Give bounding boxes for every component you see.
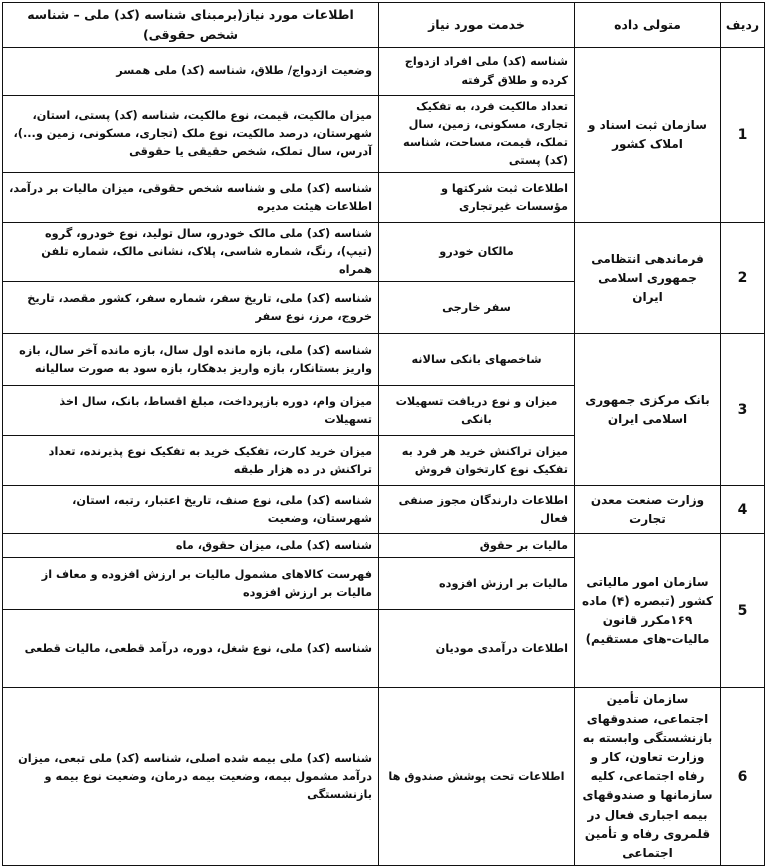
info-cell: میزان خرید کارت، تفکیک خرید به تفکیک نوع پذیرنده، تعداد تراکنش در ده هزار طبقه (3, 436, 379, 486)
service-cell: مالکان خودرو (379, 223, 575, 282)
data-requirements-table (2, 2, 765, 866)
info-cell: شناسه (کد) ملی، تاریخ سفر، شماره سفر، کشور مقصد، تاریخ خروج، مرز، نوع سفر (3, 282, 379, 334)
custodian-cell: سازمان امور مالیاتی کشور (تبصره (۴) ماده ۱۶۹مکرر قانون مالیات-های مستقیم) (575, 534, 721, 688)
service-cell: اطلاعات دارندگان مجوز صنفی فعال (379, 486, 575, 534)
table-row (3, 48, 765, 96)
service-cell: میزان و نوع دریافت تسهیلات بانکی (379, 386, 575, 436)
service-cell: تعداد مالکیت فرد، به تفکیک تجاری، مسکونی، زمین، سال تملک، قیمت، مساحت، شناسه (کد) پستی (379, 96, 575, 173)
service-cell: سفر خارجی (379, 282, 575, 334)
table-row (3, 688, 765, 866)
header-row (3, 3, 765, 48)
custodian-cell: سازمان ثبت اسناد و املاک کشور (575, 48, 721, 223)
row-number: 1 (721, 48, 765, 223)
info-cell: شناسه (کد) ملی، میزان حقوق، ماه (3, 534, 379, 558)
row-number: 5 (721, 534, 765, 688)
custodian-cell: فرماندهی انتظامی جمهوری اسلامی ایران (575, 223, 721, 334)
info-cell: شناسه (کد) ملی، نوع صنف، تاریخ اعتبار، رتبه، استان، شهرستان، وضعیت (3, 486, 379, 534)
info-cell: شناسه (کد) ملی، بازه مانده اول سال، بازه مانده آخر سال، بازه واریز بستانکار، بازه واریز بدهکار، بازه سود به صورت سالیانه (3, 334, 379, 386)
row-number: 2 (721, 223, 765, 334)
custodian-cell: سازمان تأمین اجتماعی، صندوقهای بازنشستگی وابسته به وزارت تعاون، کار و رفاه اجتماعی، کلیه سازمانها و صندوقهای بیمه اجباری فعال در قلمروی رفاه و تأمین اجتماعی (575, 688, 721, 866)
info-cell: فهرست کالاهای مشمول مالیات بر ارزش افزوده و معاف از مالیات بر ارزش افزوده (3, 558, 379, 610)
table-row (3, 223, 765, 282)
service-cell: اطلاعات ثبت شرکتها و مؤسسات غیرتجاری (379, 173, 575, 223)
service-cell: شناسه (کد) ملی افراد ازدواج کرده و طلاق گرفته (379, 48, 575, 96)
service-cell: شاخصهای بانکی سالانه (379, 334, 575, 386)
table-row (3, 534, 765, 558)
info-cell: میزان وام، دوره بازپرداخت، مبلغ اقساط، بانک، سال اخذ تسهیلات (3, 386, 379, 436)
row-number: 3 (721, 334, 765, 486)
service-cell: مالیات بر ارزش افزوده (379, 558, 575, 610)
info-cell: میزان مالکیت، قیمت، نوع مالکیت، شناسه (کد) پستی، استان، شهرستان، درصد مالکیت، نوع ملک (تجاری، مسکونی، زمین و...)، آدرس، سال تملک، شخص حقیقی یا حقوقی (3, 96, 379, 173)
row-number: 6 (721, 688, 765, 866)
info-cell: شناسه (کد) ملی و شناسه شخص حقوقی، میزان مالیات بر درآمد، اطلاعات هیئت مدیره (3, 173, 379, 223)
service-cell: اطلاعات تحت پوشش صندوق ها (379, 688, 575, 866)
header-service: خدمت مورد نیاز (379, 3, 575, 48)
custodian-cell: وزارت صنعت معدن تجارت (575, 486, 721, 534)
table-row (3, 486, 765, 534)
service-cell: اطلاعات درآمدی مودیان (379, 610, 575, 688)
header-info: اطلاعات مورد نیاز(برمبنای شناسه (کد) ملی – شناسه شخص حقوقی) (3, 3, 379, 48)
header-custodian: متولی داده (575, 3, 721, 48)
info-cell: شناسه (کد) ملی، نوع شغل، دوره، درآمد قطعی، مالیات قطعی (3, 610, 379, 688)
header-row-no: ردیف (721, 3, 765, 48)
table-row (3, 334, 765, 386)
info-cell: شناسه (کد) ملی مالک خودرو، سال تولید، نوع خودرو، گروه (تیپ)، رنگ، شماره شاسی، پلاک، نشانی مالک، شماره تلفن همراه (3, 223, 379, 282)
info-cell: وضعیت ازدواج/ طلاق، شناسه (کد) ملی همسر (3, 48, 379, 96)
row-number: 4 (721, 486, 765, 534)
info-cell: شناسه (کد) ملی بیمه شده اصلی، شناسه (کد) ملی تبعی، میزان درآمد مشمول بیمه، وضعیت بیمه درمان، وضعیت نوع بیمه و بازنشستگی (3, 688, 379, 866)
service-cell: میزان تراکنش خرید هر فرد به تفکیک نوع کارتخوان فروش (379, 436, 575, 486)
service-cell: مالیات بر حقوق (379, 534, 575, 558)
custodian-cell: بانک مرکزی جمهوری اسلامی ایران (575, 334, 721, 486)
